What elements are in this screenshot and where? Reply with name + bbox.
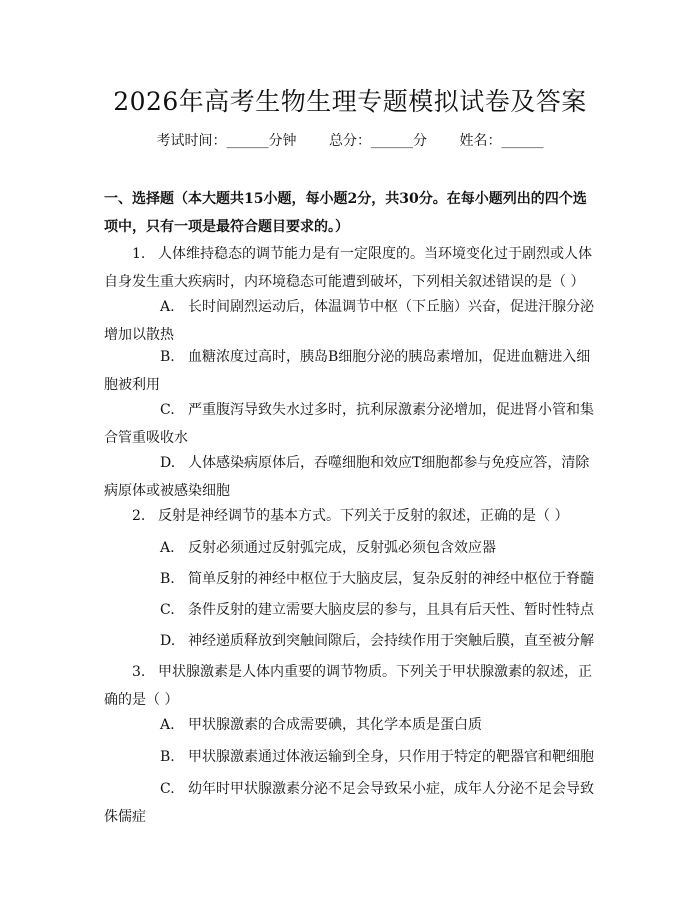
question-text: 甲状腺激素是人体内重要的调节物质。下列关于甲状腺激素的叙述，正确的是（ ）: [104, 664, 592, 708]
option-label: C.: [160, 602, 175, 618]
question-3-option-c: [104, 775, 598, 831]
option-label: A.: [160, 540, 175, 556]
option-label: B.: [160, 349, 175, 365]
exam-title: 2026年高考生物生理专题模拟试卷及答案: [113, 87, 587, 116]
option-label: C.: [160, 781, 175, 797]
option-label: C.: [160, 402, 175, 418]
option-text: 严重腹泻导致失水过多时，抗利尿激素分泌增加，促进肾小管和集合管重吸收水: [104, 402, 594, 446]
question-text: 反射是神经调节的基本方式。下列关于反射的叙述，正确的是（ ）: [158, 508, 569, 524]
option-label: D.: [160, 633, 176, 649]
option-text: 幼年时甲状腺激素分泌不足会导致呆小症，成年人分泌不足会导致侏儒症: [104, 781, 594, 825]
question-2-option-c: [104, 596, 598, 624]
question-3: [104, 658, 598, 714]
option-text: 甲状腺激素通过体液运输到全身，只作用于特定的靶器官和靶细胞: [188, 749, 594, 765]
option-text: 反射必须通过反射弧完成，反射弧必须包含效应器: [188, 540, 496, 556]
option-label: A.: [160, 717, 175, 733]
option-label: A.: [160, 299, 175, 315]
option-text: 神经递质释放到突触间隙后，会持续作用于突触后膜，直至被分解: [188, 633, 594, 649]
exam-meta: [0, 130, 700, 150]
question-1-option-c: [104, 396, 598, 452]
question-1-option-b: [104, 343, 598, 399]
option-text: 长时间剧烈运动后，体温调节中枢（下丘脑）兴奋，促进汗腺分泌增加以散热: [104, 299, 594, 343]
option-text: 条件反射的建立需要大脑皮层的参与，且具有后天性、暂时性特点: [188, 602, 594, 618]
question-number: 2.: [132, 508, 146, 524]
name-field: 姓名：______: [459, 133, 544, 149]
question-2-option-a: [104, 534, 598, 562]
option-label: D.: [160, 455, 176, 471]
question-3-option-a: [104, 711, 598, 739]
time-field: 考试时间：______分钟: [156, 133, 297, 149]
question-number: 3.: [132, 664, 146, 680]
question-1-option-d: [104, 449, 598, 505]
question-2-option-b: [104, 565, 598, 593]
option-text: 血糖浓度过高时，胰岛B细胞分泌的胰岛素增加，促进血糖进入细胞被利用: [104, 349, 591, 393]
question-1: [104, 240, 598, 296]
question-number: 1.: [132, 246, 146, 262]
question-text: 人体维持稳态的调节能力是有一定限度的。当环境变化过于剧烈或人体自身发生重大疾病时，内环境稳态可能遭到破坏，下列相关叙述错误的是（ ）: [104, 246, 592, 290]
option-label: B.: [160, 749, 175, 765]
score-field: 总分：______分: [329, 133, 427, 149]
question-2: [104, 502, 598, 530]
question-2-option-d: [104, 627, 598, 655]
question-1-option-a: [104, 293, 598, 349]
question-3-option-b: [104, 743, 598, 771]
option-text: 简单反射的神经中枢位于大脑皮层，复杂反射的神经中枢位于脊髓: [188, 571, 594, 587]
option-text: 人体感染病原体后，吞噬细胞和效应T细胞都参与免疫应答，清除病原体或被感染细胞: [104, 455, 590, 499]
section-heading: 一、选择题（本大题共15小题，每小题2分，共30分。在每小题列出的四个选项中，只有一项是最符合题目要求的。）: [104, 191, 587, 235]
option-text: 甲状腺激素的合成需要碘，其化学本质是蛋白质: [188, 717, 482, 733]
option-label: B.: [160, 571, 175, 587]
